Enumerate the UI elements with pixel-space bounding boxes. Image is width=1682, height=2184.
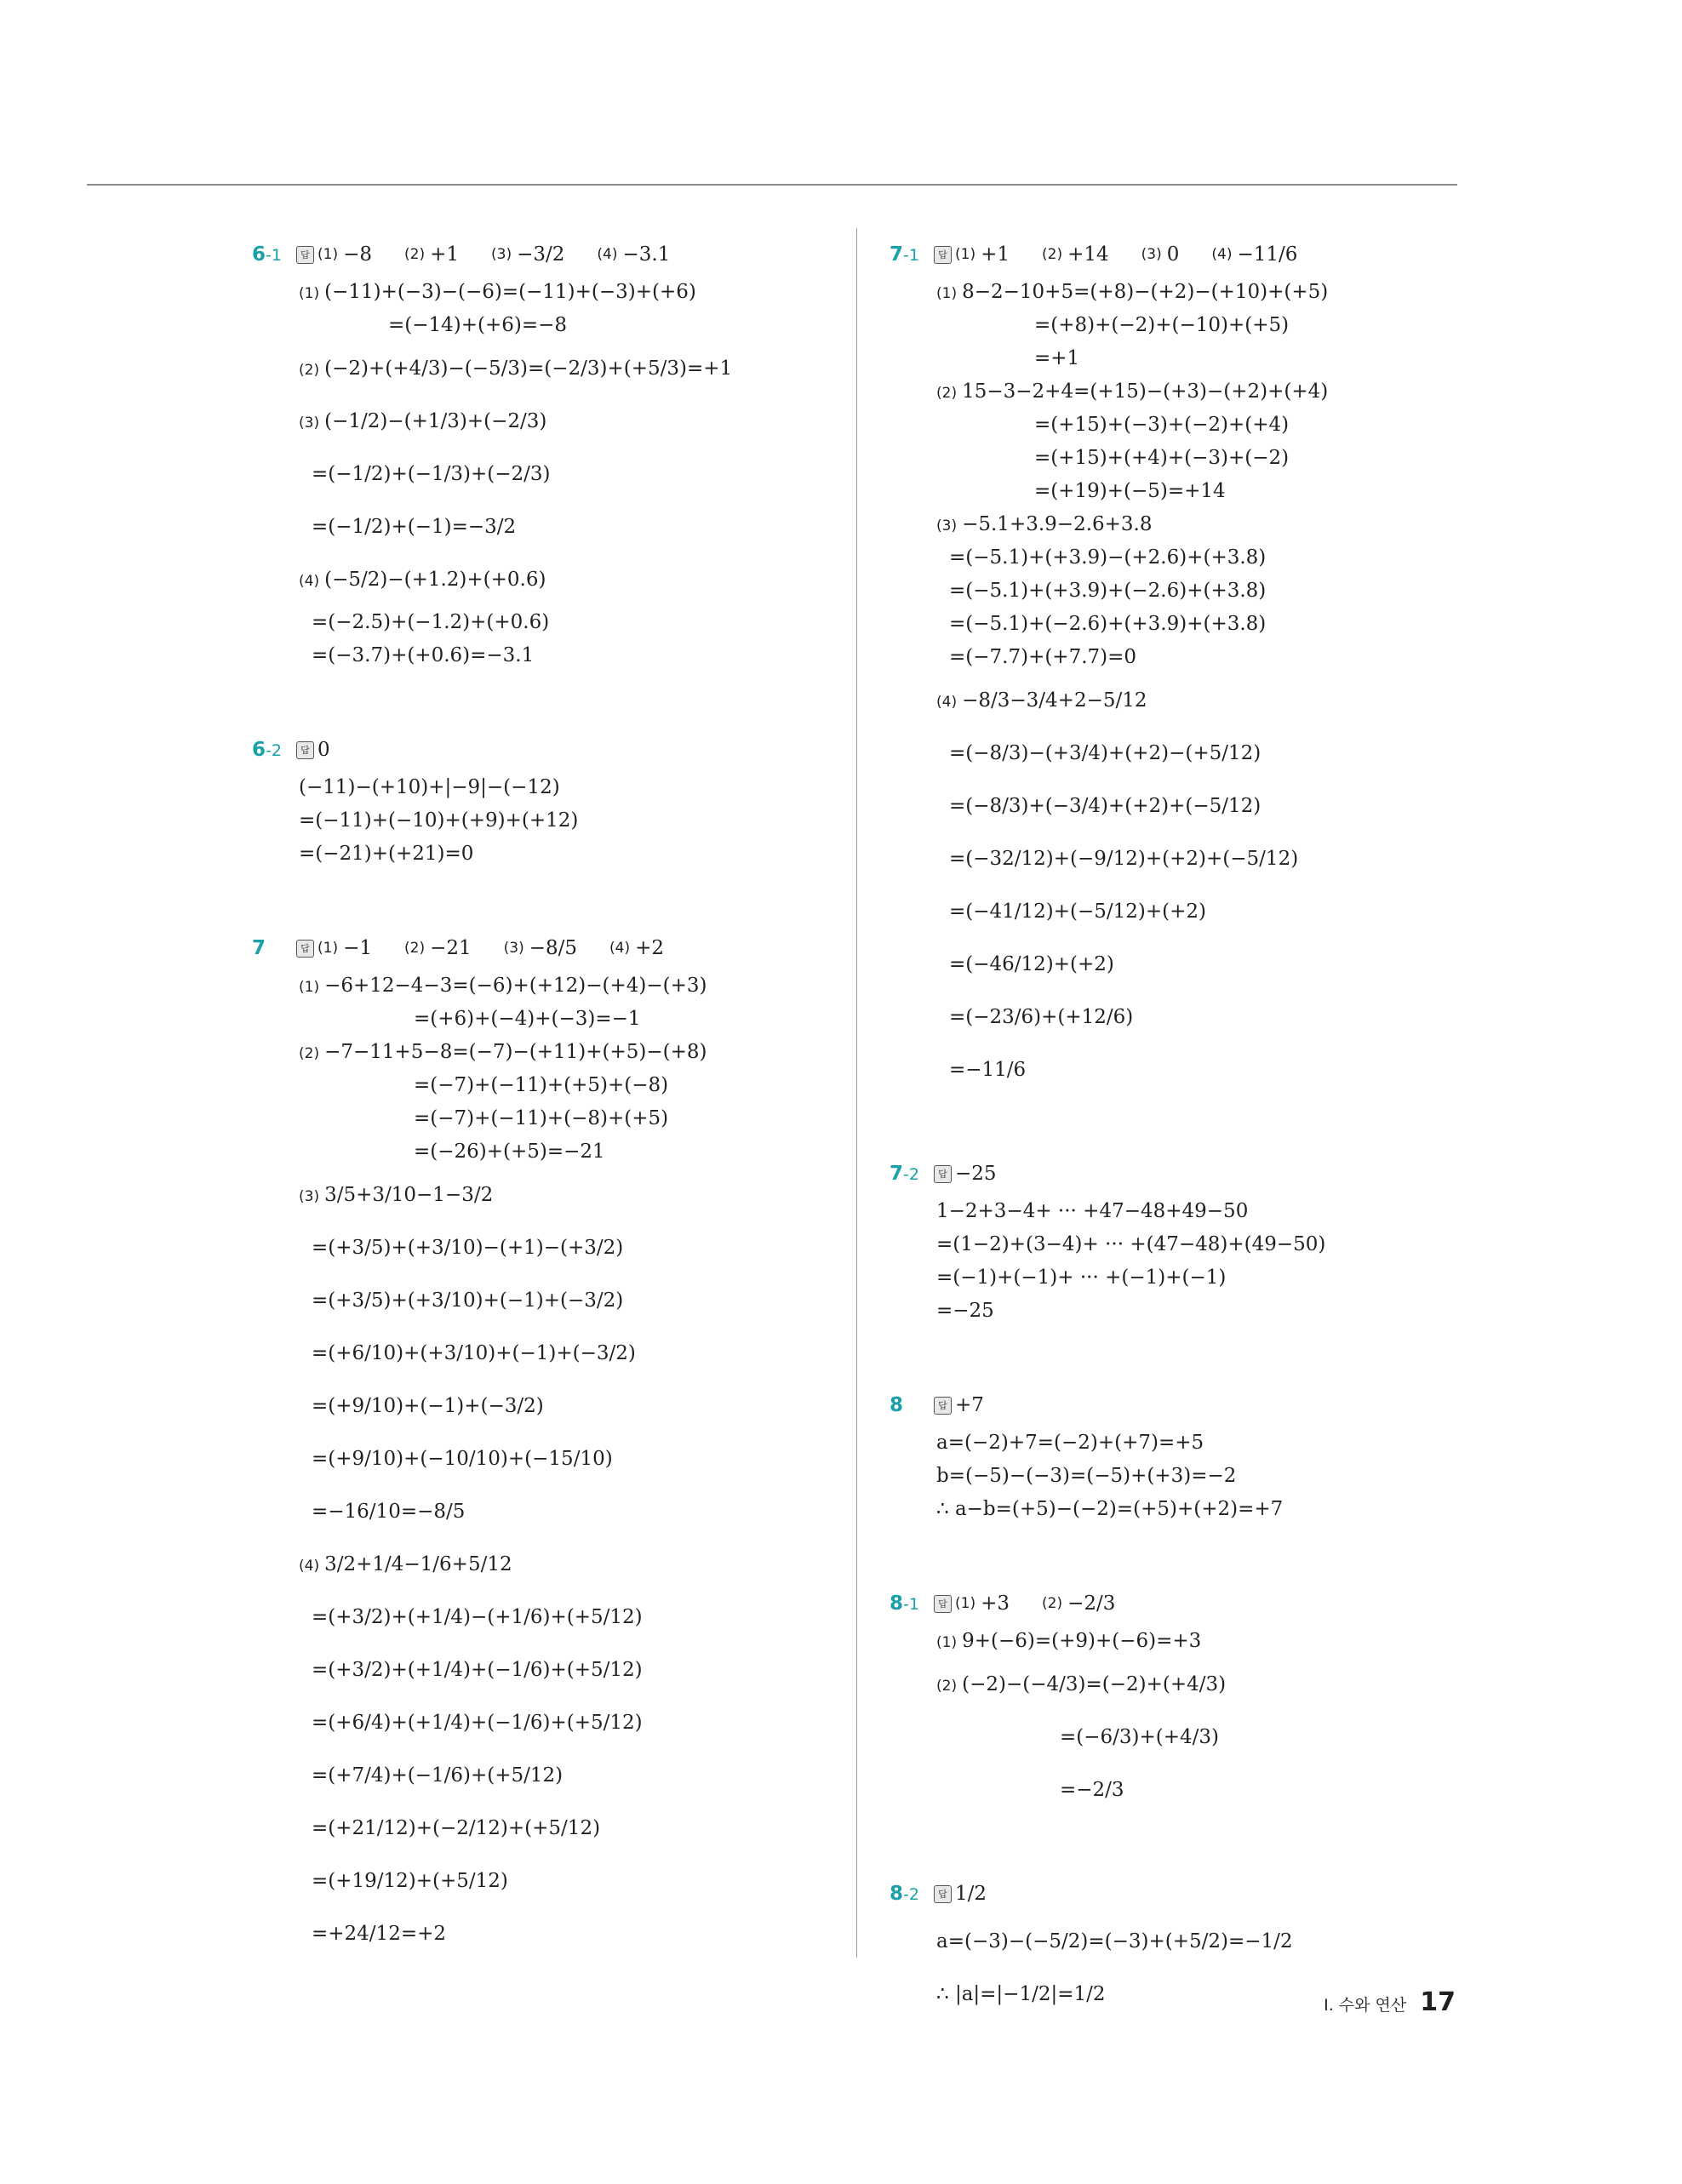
answer-item	[955, 1394, 984, 1416]
solution-line	[890, 375, 1485, 409]
problem-number	[890, 243, 934, 266]
solution-text: (−11)−(+10)+|−9|−(−12)	[299, 776, 560, 798]
solution-text: =(−41/12)+(−5/12)+(+2)	[949, 900, 1207, 923]
solution-line	[252, 448, 848, 500]
part-label: (4)	[299, 1558, 320, 1575]
solution-line	[252, 342, 848, 395]
solution-text: ∴ |a|=|−1/2|=1/2	[936, 1983, 1106, 2005]
solution-line	[252, 771, 848, 804]
answer-badge-icon: 답	[934, 1885, 952, 1903]
solution-text: =(−21)+(+21)=0	[299, 843, 474, 865]
problem-number-main: 7	[890, 1163, 904, 1185]
solution-line	[890, 608, 1485, 641]
solution-line	[252, 1644, 848, 1696]
problem-number	[890, 1883, 934, 1905]
solution-line	[252, 1802, 848, 1855]
solution-line	[890, 1711, 1485, 1764]
left-column	[252, 233, 848, 1960]
problem-block	[252, 927, 848, 1960]
solution-line	[890, 1460, 1485, 1493]
solution-line	[252, 639, 848, 672]
part-label: (1)	[299, 285, 320, 302]
solution-text: =(−1)+(−1)+ ··· +(−1)+(−1)	[936, 1266, 1227, 1289]
solution-line	[890, 442, 1485, 475]
solution-line	[252, 1380, 848, 1432]
solution-text: =(+7/4)+(−1/6)+(+5/12)	[312, 1764, 564, 1787]
answer-label: (4)	[597, 246, 618, 263]
solution-text: =(+3/2)+(+1/4)+(−1/6)+(+5/12)	[312, 1659, 643, 1681]
answer-label: (3)	[491, 246, 512, 263]
page-number: 17	[1420, 1987, 1456, 2017]
solution-line	[252, 1749, 848, 1802]
solution-line	[252, 838, 848, 871]
answer-item	[1211, 243, 1297, 266]
answer-value: −3.1	[622, 243, 671, 266]
solution-line	[252, 1327, 848, 1380]
answer-item	[955, 1592, 1010, 1615]
problem-number	[252, 243, 296, 266]
problem-number-main: 8	[890, 1394, 904, 1416]
answer-badge-icon: 답	[934, 1397, 952, 1415]
solution-text: =(−8/3)−(+3/4)+(+2)−(+5/12)	[949, 742, 1262, 764]
solution-line	[252, 1274, 848, 1327]
solution-text: 15−3−2+4=(+15)−(+3)−(+2)+(+4)	[962, 380, 1329, 403]
solution-line	[252, 1135, 848, 1169]
spacer	[890, 1328, 1485, 1384]
answer-value: 1/2	[955, 1883, 987, 1905]
page-footer	[1324, 1987, 1456, 2017]
solution-line	[252, 1591, 848, 1644]
section-title: I. 수와 연산	[1324, 1996, 1407, 2015]
solution-text: 9+(−6)=(+9)+(−6)=+3	[962, 1630, 1202, 1652]
problem-number	[252, 937, 296, 959]
answer-value: −25	[955, 1163, 997, 1185]
problem-number-main: 6	[252, 243, 266, 266]
answer-label: (1)	[955, 1595, 976, 1612]
answer-item	[404, 243, 459, 266]
solution-line	[252, 553, 848, 606]
answer-item	[1042, 1592, 1115, 1615]
solution-line	[252, 1221, 848, 1274]
problem-header	[252, 729, 848, 771]
answer-badge-icon: 답	[934, 246, 952, 264]
solution-line	[890, 575, 1485, 608]
solution-text: =(−46/12)+(+2)	[949, 953, 1114, 975]
solution-line	[252, 1907, 848, 1960]
answer-value: −3/2	[517, 243, 565, 266]
solution-line	[252, 969, 848, 1003]
answer-item	[318, 739, 330, 761]
solution-text: =(−7)+(−11)+(−8)+(+5)	[414, 1107, 669, 1129]
solution-text: =+1	[1034, 347, 1080, 369]
solution-text: =(+19)+(−5)=+14	[1034, 480, 1226, 502]
solution-line	[890, 727, 1485, 780]
answer-value: −11/6	[1237, 243, 1298, 266]
spacer	[252, 871, 848, 927]
solution-text: =(−6/3)+(+4/3)	[1060, 1726, 1220, 1748]
solution-text: =(−11)+(−10)+(+9)+(+12)	[299, 809, 579, 832]
solution-text: =(−23/6)+(+12/6)	[949, 1006, 1134, 1028]
solution-text: (−1/2)−(+1/3)+(−2/3)	[324, 410, 547, 432]
solution-line	[890, 1261, 1485, 1295]
problem-number-main: 7	[252, 937, 266, 959]
solution-text: =(−7.7)+(+7.7)=0	[949, 646, 1137, 668]
solution-text: =(+3/2)+(+1/4)−(+1/6)+(+5/12)	[312, 1606, 643, 1628]
problem-block	[252, 233, 848, 672]
answer-item	[955, 1883, 987, 1905]
solution-text: (−11)+(−3)−(−6)=(−11)+(−3)+(+6)	[324, 281, 696, 303]
solution-text: b=(−5)−(−3)=(−5)+(+3)=−2	[936, 1465, 1237, 1487]
solution-line	[890, 1043, 1485, 1096]
problem-number	[890, 1394, 934, 1416]
solution-text: (−2)+(+4/3)−(−5/3)=(−2/3)+(+5/3)=+1	[324, 357, 733, 380]
answer-value: +7	[955, 1394, 984, 1416]
solution-text: 3/2+1/4−1/6+5/12	[324, 1553, 512, 1575]
answer-value: −2/3	[1067, 1592, 1116, 1615]
part-label: (1)	[936, 285, 958, 302]
problem-number	[890, 1592, 934, 1615]
answer-label: (2)	[404, 940, 426, 957]
solution-line	[890, 674, 1485, 727]
problem-block	[890, 1582, 1485, 1816]
answer-label: (4)	[609, 940, 631, 957]
answer-item	[318, 243, 372, 266]
solution-text: =−2/3	[1060, 1779, 1124, 1801]
part-label: (2)	[299, 1045, 320, 1062]
answer-badge-icon: 답	[296, 741, 314, 759]
solution-line	[890, 276, 1485, 309]
solution-line	[252, 1069, 848, 1102]
problem-number-sub: -1	[903, 1595, 919, 1614]
solution-text: =(+3/5)+(+3/10)+(−1)+(−3/2)	[312, 1289, 624, 1312]
answer-value: 0	[1166, 243, 1180, 266]
problem-header	[252, 233, 848, 276]
solution-line	[890, 780, 1485, 832]
solution-line	[252, 276, 848, 309]
solution-text: (−5/2)−(+1.2)+(+0.6)	[324, 569, 546, 591]
solution-text: =(+15)+(+4)+(−3)+(−2)	[1034, 447, 1290, 469]
solution-line	[252, 804, 848, 838]
part-label: (4)	[936, 694, 958, 711]
problem-number-main: 6	[252, 739, 266, 761]
solution-text: =+24/12=+2	[312, 1923, 447, 1945]
problem-number-sub: -2	[903, 1165, 919, 1184]
solution-line	[252, 606, 848, 639]
answer-badge-icon: 답	[296, 940, 314, 958]
problem-block	[890, 1384, 1485, 1526]
solution-text: 3/5+3/10−1−3/2	[324, 1184, 494, 1206]
solution-text: (−2)−(−4/3)=(−2)+(+4/3)	[962, 1673, 1227, 1695]
answer-value: 0	[318, 739, 330, 761]
solution-text: −5.1+3.9−2.6+3.8	[962, 513, 1153, 535]
solution-text: −6+12−4−3=(−6)+(+12)−(+4)−(+3)	[324, 975, 707, 997]
solution-text: 1−2+3−4+ ··· +47−48+49−50	[936, 1200, 1249, 1222]
problem-block	[890, 1152, 1485, 1328]
answer-label: (3)	[503, 940, 524, 957]
solution-text: =(+6)+(−4)+(−3)=−1	[414, 1008, 641, 1030]
part-label: (3)	[299, 415, 320, 432]
answer-item	[404, 937, 472, 959]
solution-line	[890, 1625, 1485, 1658]
solution-text: =(+15)+(−3)+(−2)+(+4)	[1034, 414, 1290, 436]
solution-text: =(+6/4)+(+1/4)+(−1/6)+(+5/12)	[312, 1712, 643, 1734]
spacer	[890, 1526, 1485, 1582]
solution-line	[252, 1485, 848, 1538]
answer-item	[318, 937, 372, 959]
solution-line	[890, 1195, 1485, 1228]
solution-line	[890, 641, 1485, 674]
answer-value: +2	[635, 937, 665, 959]
answer-label: (2)	[1042, 246, 1063, 263]
solution-text: =(−5.1)+(+3.9)−(+2.6)+(+3.8)	[949, 546, 1267, 569]
solution-text: −7−11+5−8=(−7)−(+11)+(+5)−(+8)	[324, 1041, 707, 1063]
spacer	[252, 672, 848, 729]
problem-number-sub: -2	[903, 1885, 919, 1904]
problem-header	[890, 1872, 1485, 1915]
part-label: (2)	[936, 1678, 958, 1695]
column-divider	[856, 228, 857, 1958]
solution-line	[252, 395, 848, 448]
solution-line	[252, 1102, 848, 1135]
answer-value: −1	[343, 937, 372, 959]
answer-badge-icon: 답	[296, 246, 314, 264]
solution-text: =(−8/3)+(−3/4)+(+2)+(−5/12)	[949, 795, 1262, 817]
solution-line	[252, 1036, 848, 1069]
solution-text: =(−2.5)+(−1.2)+(+0.6)	[312, 611, 550, 633]
solution-line	[890, 885, 1485, 938]
answer-label: (2)	[1042, 1595, 1063, 1612]
solution-line	[890, 309, 1485, 342]
part-label: (4)	[299, 573, 320, 590]
answer-badge-icon: 답	[934, 1165, 952, 1183]
solution-text: =(−26)+(+5)=−21	[414, 1141, 605, 1163]
solution-line	[252, 1003, 848, 1036]
answer-label: (1)	[955, 246, 976, 263]
problem-header	[252, 927, 848, 969]
solution-text: =(+9/10)+(−10/10)+(−15/10)	[312, 1448, 613, 1470]
problem-header	[890, 1152, 1485, 1195]
problem-header	[890, 1582, 1485, 1625]
answer-value: +14	[1067, 243, 1109, 266]
solution-line	[890, 475, 1485, 508]
solution-line	[890, 938, 1485, 991]
solution-text: −8/3−3/4+2−5/12	[962, 689, 1147, 712]
solution-text: ∴ a−b=(+5)−(−2)=(+5)+(+2)=+7	[936, 1498, 1284, 1520]
part-label: (3)	[299, 1188, 320, 1205]
answer-item	[1042, 243, 1109, 266]
answer-value: +3	[981, 1592, 1010, 1615]
problem-number-sub: -2	[266, 741, 282, 760]
answer-value: −21	[430, 937, 472, 959]
answer-item	[504, 937, 577, 959]
answer-badge-icon: 답	[934, 1595, 952, 1613]
answer-item	[955, 1163, 997, 1185]
answer-label: (3)	[1141, 246, 1162, 263]
problem-block	[252, 729, 848, 871]
problem-header	[890, 1384, 1485, 1426]
solution-line	[890, 409, 1485, 442]
answer-item	[597, 243, 670, 266]
answer-value: −8/5	[529, 937, 578, 959]
solution-text: =(+3/5)+(+3/10)−(+1)−(+3/2)	[312, 1237, 624, 1259]
problem-header	[890, 233, 1485, 276]
part-label: (1)	[936, 1634, 958, 1651]
part-label: (3)	[936, 517, 958, 535]
solution-line	[890, 1228, 1485, 1261]
problem-number-main: 8	[890, 1592, 904, 1615]
solution-text: =(−3.7)+(+0.6)=−3.1	[312, 644, 535, 666]
solution-text: =(+6/10)+(+3/10)+(−1)+(−3/2)	[312, 1342, 636, 1364]
answer-value: +1	[430, 243, 459, 266]
part-label: (2)	[936, 385, 958, 402]
solution-line	[252, 309, 848, 342]
problem-number-main: 7	[890, 243, 904, 266]
solution-text: =(+21/12)+(−2/12)+(+5/12)	[312, 1817, 601, 1839]
solution-line	[252, 1696, 848, 1749]
problem-number-sub: -1	[903, 246, 919, 265]
solution-line	[890, 1764, 1485, 1816]
solution-line	[890, 991, 1485, 1043]
answer-item	[955, 243, 1010, 266]
header-rule	[87, 184, 1457, 186]
solution-text: a=(−2)+7=(−2)+(+7)=+5	[936, 1432, 1204, 1454]
solution-line	[890, 342, 1485, 375]
solution-text: =−25	[936, 1300, 994, 1322]
solution-text: =(−7)+(−11)+(+5)+(−8)	[414, 1074, 669, 1096]
solution-text: =−16/10=−8/5	[312, 1501, 466, 1523]
answer-item	[1141, 243, 1180, 266]
problem-number-sub: -1	[266, 246, 282, 265]
solution-text: =−11/6	[949, 1059, 1027, 1081]
solution-line	[890, 1915, 1485, 1968]
solution-text: a=(−3)−(−5/2)=(−3)+(+5/2)=−1/2	[936, 1930, 1293, 1952]
solution-text: =(1−2)+(3−4)+ ··· +(47−48)+(49−50)	[936, 1233, 1326, 1255]
solution-line	[890, 832, 1485, 885]
solution-text: =(+8)+(−2)+(−10)+(+5)	[1034, 314, 1290, 336]
problem-number-main: 8	[890, 1883, 904, 1905]
part-label: (2)	[299, 362, 320, 379]
answer-label: (2)	[404, 246, 426, 263]
solution-text: =(−5.1)+(−2.6)+(+3.9)+(+3.8)	[949, 613, 1267, 635]
problem-block	[890, 233, 1485, 1096]
solution-text: =(+19/12)+(+5/12)	[312, 1870, 508, 1892]
solution-line	[890, 1493, 1485, 1526]
problem-number	[890, 1163, 934, 1185]
solution-line	[890, 508, 1485, 541]
answer-label: (1)	[318, 246, 339, 263]
solution-text: =(−14)+(+6)=−8	[388, 314, 568, 336]
solution-line	[252, 1538, 848, 1591]
solution-line	[252, 1169, 848, 1221]
answer-value: +1	[981, 243, 1010, 266]
answer-label: (4)	[1211, 246, 1233, 263]
solution-text: 8−2−10+5=(+8)−(+2)−(+10)+(+5)	[962, 281, 1329, 303]
answer-item	[609, 937, 664, 959]
spacer	[890, 1816, 1485, 1872]
solution-line	[890, 1295, 1485, 1328]
solution-text: =(−32/12)+(−9/12)+(+2)+(−5/12)	[949, 848, 1299, 870]
answer-item	[491, 243, 564, 266]
solution-line	[890, 541, 1485, 575]
solution-line	[252, 1432, 848, 1485]
solution-text: =(+9/10)+(−1)+(−3/2)	[312, 1395, 544, 1417]
solution-line	[890, 1426, 1485, 1460]
right-column	[890, 233, 1485, 2021]
problem-number	[252, 739, 296, 761]
solution-line	[252, 500, 848, 553]
solution-text: =(−5.1)+(+3.9)+(−2.6)+(+3.8)	[949, 580, 1267, 602]
answer-value: −8	[343, 243, 372, 266]
part-label: (1)	[299, 979, 320, 996]
spacer	[890, 1096, 1485, 1152]
solution-text: =(−1/2)+(−1)=−3/2	[312, 516, 517, 538]
solution-line	[890, 1658, 1485, 1711]
solution-text: =(−1/2)+(−1/3)+(−2/3)	[312, 463, 551, 485]
answer-label: (1)	[318, 940, 339, 957]
solution-line	[252, 1855, 848, 1907]
